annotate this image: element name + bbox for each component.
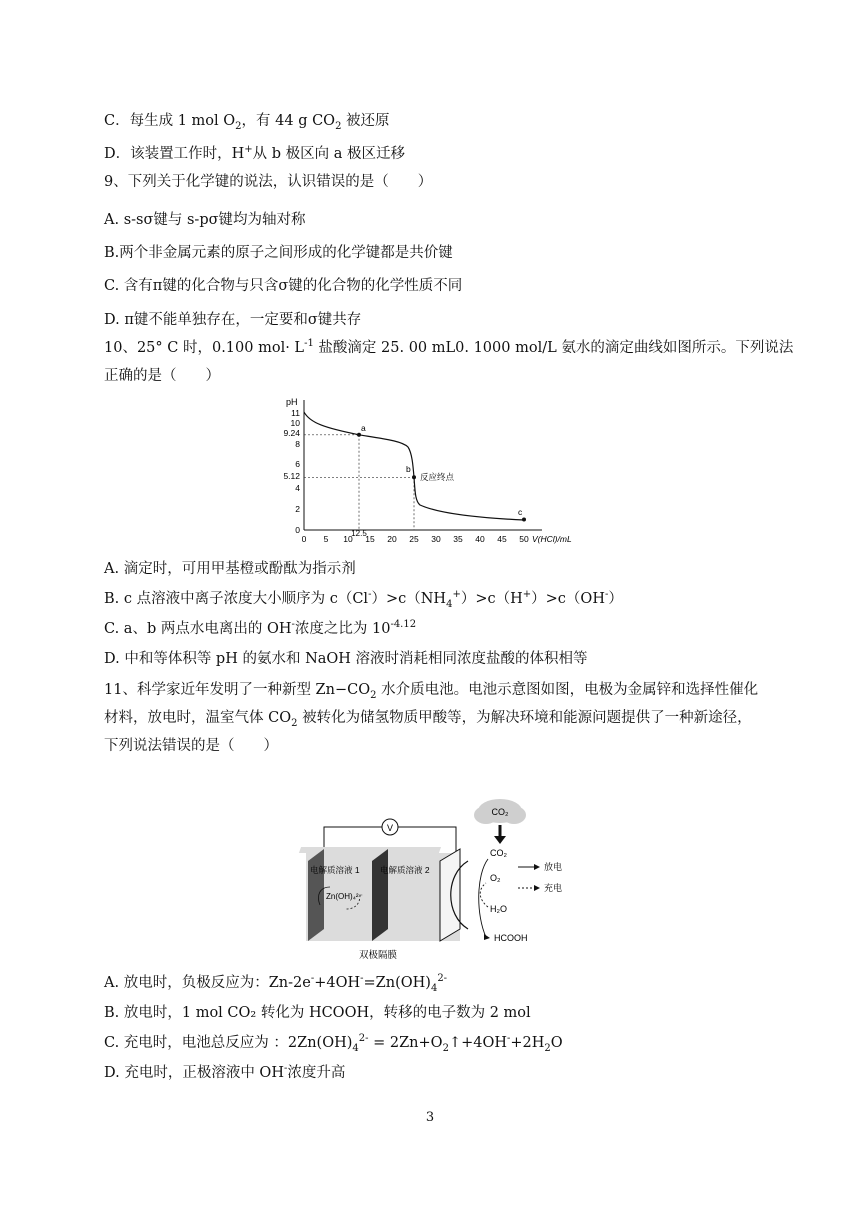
- x-tick-10: 10: [343, 534, 353, 544]
- point-a-marker: [357, 433, 361, 437]
- discharge-path-arrowhead-icon: [484, 934, 490, 940]
- x-tick-25: 25: [409, 534, 419, 544]
- q11-option-c: C. 充电时，电池总反应为 ：$2Zn(OH)_4^{2-}$ = $2Zn+O_2↑+4OH^-+2H_2O$: [104, 1033, 563, 1054]
- y-tick-5-12: 5.12: [283, 471, 300, 481]
- y-tick-11: 11: [291, 408, 300, 418]
- battery-diagram: [290, 795, 580, 965]
- q10-option-c: C. a、b 两点水电离出的 OH-浓度之比为 $10^{-4.12}$: [104, 619, 417, 637]
- q10-stem-line2: 正确的是（ ）: [104, 368, 220, 384]
- q11-option-b: B. 放电时，1 mol CO₂ 转化为 HCOOH，转移的电子数为 2 mol: [104, 1005, 531, 1021]
- point-b-label: b: [406, 464, 411, 474]
- titration-curve-figure: [280, 395, 600, 550]
- q9-option-a: A. s-sσ键与 s-pσ键均为轴对称: [104, 212, 306, 228]
- catalyst-electrode: [440, 849, 460, 941]
- x-marker-12-5: 12.5: [351, 529, 367, 538]
- y-axis-label: pH: [286, 397, 298, 407]
- point-a-label: a: [361, 423, 366, 433]
- q9-option-c: C. 含有π键的化合物与只含σ键的化合物的化学性质不同: [104, 278, 463, 294]
- charge-path-arrow: [480, 883, 488, 907]
- x-tick-15: 15: [365, 534, 375, 544]
- q10-option-b: B. c 点溶液中离子浓度大小顺序为 $c(Cl^-)>c(NH_4^+)>c(H^+)>c(OH^-)$: [104, 589, 623, 610]
- q9-option-d: D. π键不能单独存在，一定要和σ键共存: [104, 312, 362, 328]
- q11-stem-line3: 下列说法错误的是（ ）: [104, 738, 278, 754]
- q10-option-a: A. 滴定时，可用甲基橙或酚酞为指示剂: [104, 561, 356, 577]
- x-tick-45: 45: [497, 534, 507, 544]
- cloud-co2-label: CO₂: [491, 807, 509, 817]
- legend-discharge-arrow-icon: [534, 864, 540, 870]
- q8-option-c: C．每生成 1 mol $O_2$，有 44 g $CO_2$ 被还原: [104, 113, 390, 132]
- x-tick-35: 35: [453, 534, 463, 544]
- legend-charge-label: 充电: [544, 883, 563, 893]
- point-c-label: c: [518, 507, 523, 517]
- legend-discharge-label: 放电: [544, 862, 563, 872]
- o2-label: O₂: [490, 873, 501, 883]
- x-tick-50: 50: [519, 534, 529, 544]
- q10-stem-line1: 10、25° C 时，0.100 $mol\cdot L^{-1}$ 盐酸滴定 25. 00 mL0. 1000 mol/L 氨水的滴定曲线如图所示。下列说法: [104, 338, 794, 356]
- y-tick-8: 8: [295, 439, 300, 449]
- endpoint-label: 反应终点: [420, 472, 455, 482]
- q9-stem: 9、下列关于化学键的说法，认识错误的是（ ）: [104, 174, 433, 190]
- voltmeter-label: V: [386, 823, 394, 833]
- y-tick-10: 10: [290, 418, 300, 428]
- bipolar-membrane: [372, 849, 388, 941]
- x-axis-label: V(HCl)/mL: [532, 534, 572, 544]
- page-number: 3: [425, 1110, 435, 1125]
- x-tick-5: 5: [323, 534, 329, 544]
- q8-option-d: D．该装置工作时，H+从 b 极区向 a 极区迁移: [104, 144, 406, 162]
- q11-stem-line1: 11、科学家近年发明了一种新型 $Zn-CO_2$ 水介质电池。电池示意图如图，电极为金属锌和选择性催化: [104, 682, 759, 701]
- discharge-path-arrow: [479, 859, 488, 937]
- point-b-marker: [412, 475, 416, 479]
- legend-charge-arrow-icon: [534, 885, 540, 891]
- hcooh-label: HCOOH: [494, 933, 528, 943]
- y-tick-4: 4: [295, 483, 300, 493]
- y-tick-6: 6: [295, 459, 300, 469]
- q11-option-d: D. 充电时，正极溶液中 OH-浓度升高: [104, 1063, 346, 1081]
- q9-option-b: B.两个非金属元素的原子之间形成的化学键都是共价键: [104, 245, 453, 261]
- q11-option-a: A. 放电时，负极反应为：$Zn-2e^-+4OH^-=Zn(OH)_4^{2-}$: [104, 973, 448, 994]
- y-tick-0: 0: [295, 525, 300, 535]
- x-tick-20: 20: [387, 534, 397, 544]
- co2-label: CO₂: [490, 848, 507, 858]
- q10-option-d: D. 中和等体积等 pH 的氨水和 NaOH 溶液时消耗相同浓度盐酸的体积相等: [104, 651, 588, 667]
- x-tick-30: 30: [431, 534, 441, 544]
- electrolyte-2-label: 电解质溶液 2: [380, 865, 430, 875]
- q11-stem-line2: 材料，放电时，温室气体 $CO_2$ 被转化为储氢物质甲酸等，为解决环境和能源问题提供了一种新途径，: [104, 710, 752, 729]
- electrolyte-1-label: 电解质溶液 1: [310, 865, 360, 875]
- membrane-label: 双极隔膜: [358, 950, 398, 961]
- zinc-electrode: [308, 849, 324, 941]
- x-tick-0: 0: [301, 534, 307, 544]
- y-tick-9-24: 9.24: [283, 428, 300, 438]
- titration-curve: [304, 412, 524, 520]
- h2o-label: H₂O: [490, 904, 507, 914]
- zn-hydroxide-label: Zn(OH)₄²⁻: [326, 892, 363, 901]
- point-c-marker: [522, 518, 526, 522]
- x-tick-40: 40: [475, 534, 485, 544]
- co2-down-arrow-icon: [494, 836, 506, 844]
- y-tick-2: 2: [295, 504, 300, 514]
